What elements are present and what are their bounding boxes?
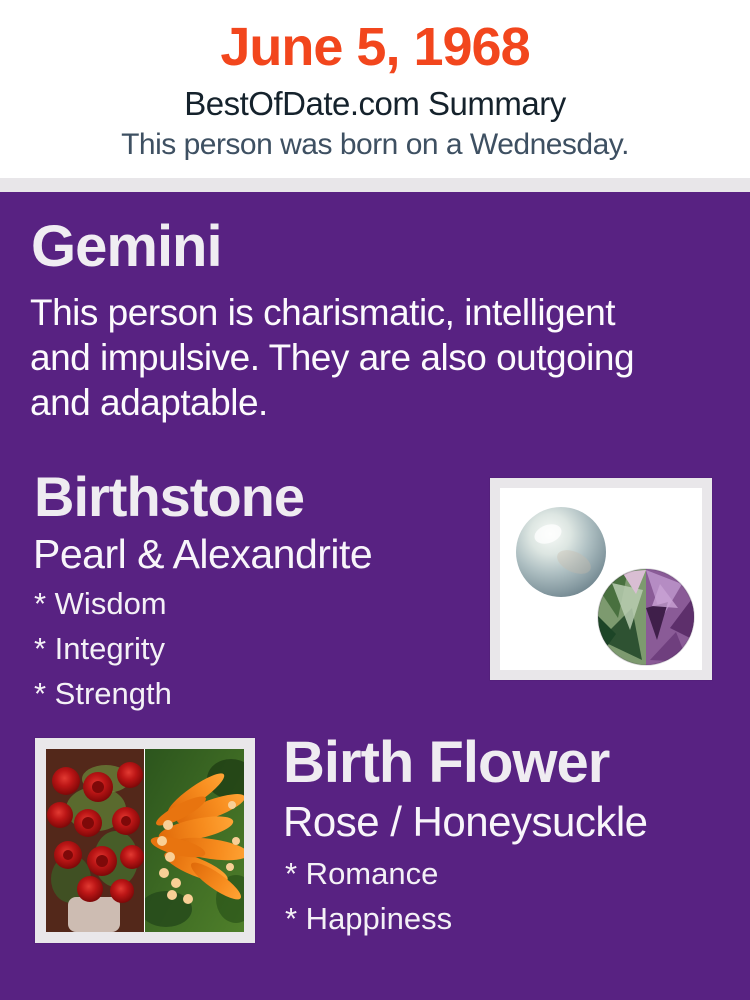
honeysuckle-photo <box>140 749 244 932</box>
birthstone-image <box>490 478 712 680</box>
date-title: June 5, 1968 <box>220 17 530 77</box>
roses-photo <box>46 749 144 932</box>
birthstone-title: Birthstone <box>34 465 304 528</box>
main-section <box>0 192 750 1000</box>
birth-flower-trait: * Romance <box>285 856 439 891</box>
header <box>0 0 750 178</box>
birth-flower-title: Birth Flower <box>283 730 610 795</box>
zodiac-description: This person is charismatic, intelligent and impulsive. They are also outgoing and adaptable. <box>30 292 635 423</box>
weekday-line: This person was born on a Wednesday. <box>121 128 629 161</box>
birth-flower-trait: * Happiness <box>285 901 453 936</box>
divider-strip <box>0 178 750 192</box>
pearl-graphic <box>516 507 606 597</box>
birthstone-trait: * Integrity <box>34 631 165 666</box>
birthstone-trait: * Strength <box>34 676 172 711</box>
rose-honeysuckle-graphic <box>46 749 244 932</box>
birthstone-trait: * Wisdom <box>34 586 167 621</box>
birth-flower-names: Rose / Honeysuckle <box>283 798 648 845</box>
zodiac-sign-title: Gemini <box>31 214 222 279</box>
birth-flower-image <box>35 738 255 943</box>
birthstone-names: Pearl & Alexandrite <box>33 531 373 577</box>
site-summary: BestOfDate.com Summary <box>184 85 566 122</box>
pearl-alexandrite-graphic <box>500 488 702 670</box>
